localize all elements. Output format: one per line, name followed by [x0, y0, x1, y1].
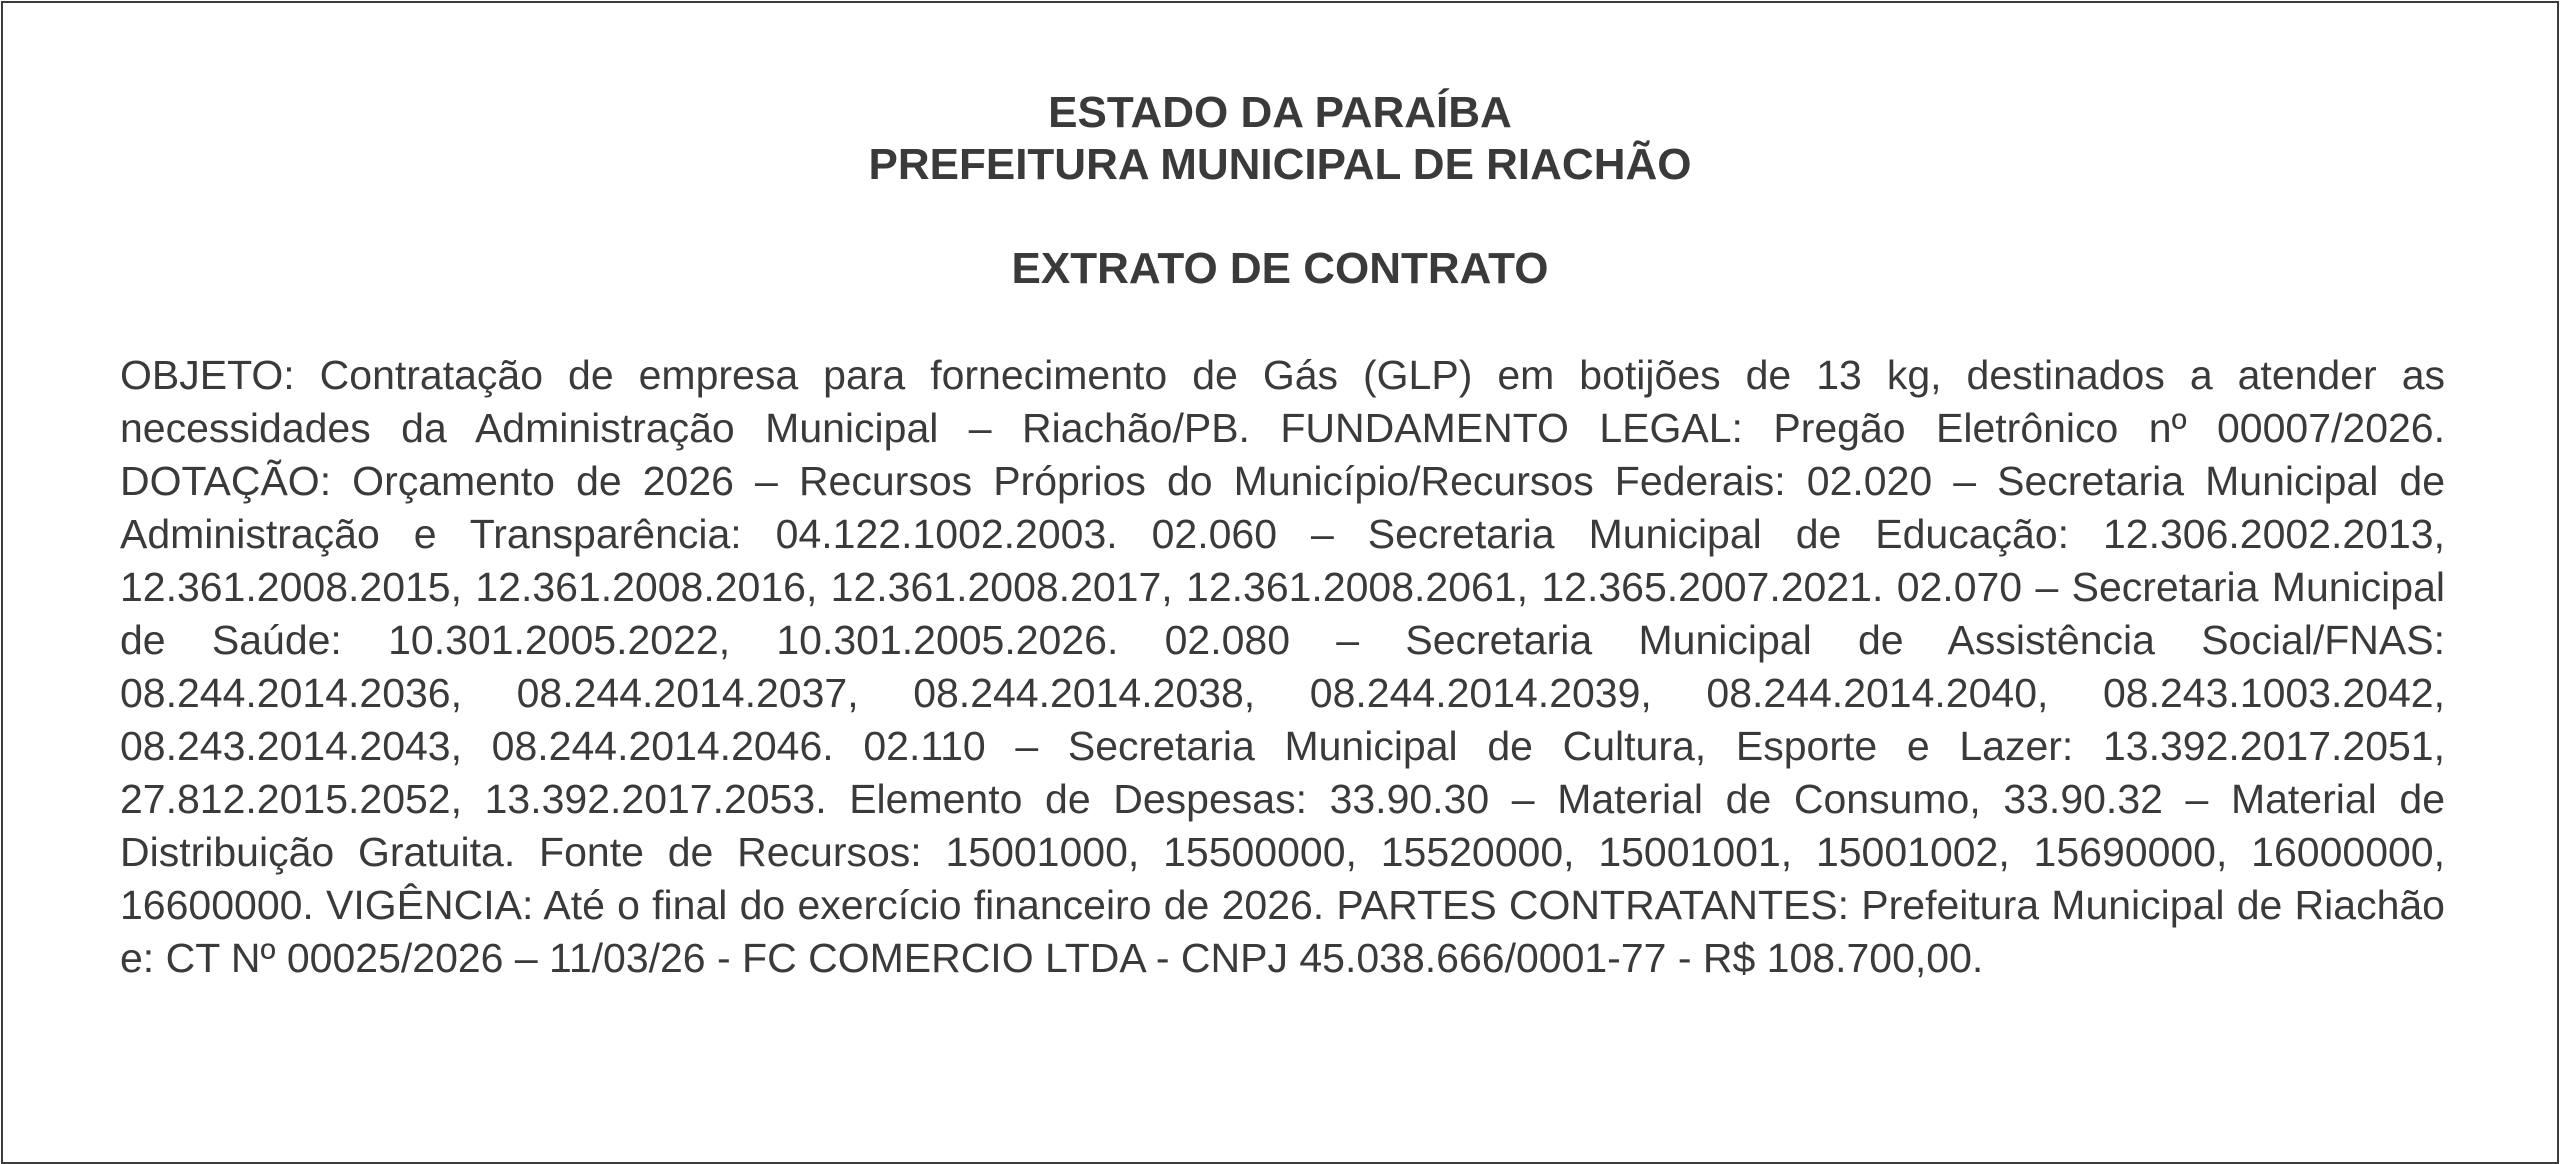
- document-frame: [1, 1, 2559, 1164]
- state-heading: ESTADO DA PARAÍBA: [1048, 88, 1512, 137]
- municipality-heading: PREFEITURA MUNICIPAL DE RIACHÃO: [868, 140, 1692, 189]
- document-title: EXTRATO DE CONTRATO: [1011, 244, 1549, 293]
- contract-extract-body: OBJETO: Contratação de empresa para fornecimento de Gás (GLP) em botijões de 13 kg, destinados a atender as necessidades da Administração Municipal – Riachão/PB. FUNDAMENTO LEGAL: Pregão Eletrônico nº 00007/2026. DOTAÇÃO: Orçamento de 2026 – Recursos Próprios do Município/Recursos Federais: 02.020 – Secretaria Municipal de Administração e Transparência: 04.122.1002.2003. 02.060 – Secretaria Municipal de Educação: 12.306.2002.2013, 12.361.2008.2015, 12.361.2008.2016, 12.361.2008.2017, 12.361.2008.2061, 12.365.2007.2021. 02.070 – Secretaria Municipal de Saúde: 10.301.2005.2022, 10.301.2005.2026. 02.080 – Secretaria Municipal de Assistência Social/FNAS: 08.244.2014.2036, 08.244.2014.2037, 08.244.2014.2038, 08.244.2014.2039, 08.244.2014.2040, 08.243.1003.2042, 08.243.2014.2043, 08.244.2014.2046. 02.110 – Secretaria Municipal de Cultura, Esporte e Lazer: 13.392.2017.2051, 27.812.2015.2052, 13.392.2017.2053. Elemento de Despesas: 33.90.30 – Material de Consumo, 33.90.32 – Material de Distribuição Gratuita. Fonte de Recursos: 15001000, 15500000, 15520000, 15001001, 15001002, 15690000, 16000000, 16600000. VIGÊNCIA: Até o final do exercício financeiro de 2026. PARTES CONTRATANTES: Prefeitura Municipal de Riachão e: CT Nº 00025/2026 – 11/03/26 - FC COMERCIO LTDA - CNPJ 45.038.666/0001-77 - R$ 108.700,00.: [120, 352, 2445, 981]
